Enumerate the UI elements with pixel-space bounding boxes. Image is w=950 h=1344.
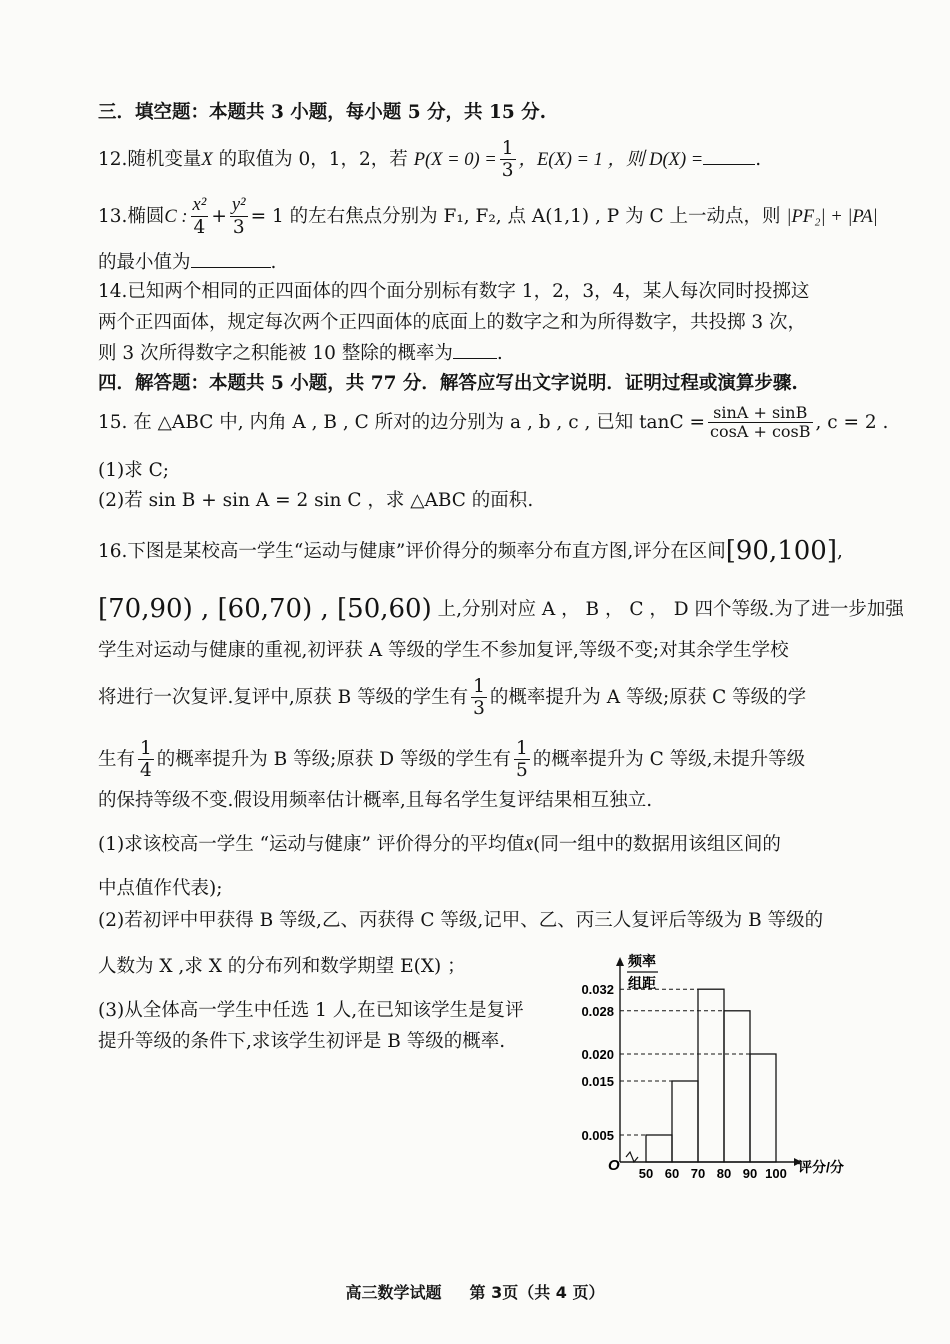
question-14-line2: 两个正四面体，规定每次两个正四面体的底面上的数字之和为所得数字，共投掷 3 次， — [98, 312, 807, 333]
question-16-part3: (3)从全体高一学生中任选 1 人,在已知该学生是复评 — [98, 1000, 524, 1021]
fraction-one-third: $\frac{1}{3}$ — [501, 138, 514, 182]
question-13: 13.椭圆C : $\frac{\text{x²}}{4}$ + $\frac{\text{y²}}{3}$ = 1 的左右焦点分别为 F₁, F₂, 点 A(1,1) , P 为 C 上一动点，则 |PF₂| + |PA| — [98, 195, 878, 239]
question-12: 12.随机变量X 的取值为 0，1，2，若 P(X = 0) = $\frac{1}{3}$ ，E(X) = 1 ，则 D(X) = . — [98, 138, 762, 182]
question-16-part1-cont: 中点值作代表); — [98, 878, 223, 899]
answer-blank[interactable] — [703, 162, 755, 165]
y-label-numerator: 频率 — [628, 953, 656, 969]
x-tick-label: 80 — [716, 1166, 732, 1181]
axis-break-mark — [626, 1152, 638, 1162]
y-tick-label: 0.015 — [581, 1074, 614, 1089]
origin-label: O — [608, 1157, 620, 1174]
y-tick-label: 0.028 — [581, 1003, 614, 1019]
x-tick-label: 50 — [638, 1166, 654, 1181]
question-16-line4: 将进行一次复评.复评中,原获 B 等级的学生有 $\frac{1}{3}$ 的概率提升为 A 等级;原获 C 等级的学 — [98, 676, 807, 720]
histogram-bar — [646, 1135, 672, 1162]
y-tick-label: 0.005 — [581, 1128, 614, 1143]
tan-fraction: $\frac{\sin A + \sin B}{\cos A + \cos B}$ — [710, 403, 811, 442]
question-16-part1: (1)求该校高一学生 “运动与健康” 评价得分的平均值x̄(同一组中的数据用该组区间的 — [98, 834, 781, 855]
y-tick-label: 0.020 — [581, 1047, 614, 1062]
x-tick-label: 70 — [690, 1166, 706, 1181]
histogram-bar — [724, 1011, 750, 1162]
question-16-line6: 的保持等级不变.假设用频率估计概率,且每名学生复评结果相互独立. — [98, 790, 653, 811]
answer-blank[interactable] — [191, 265, 271, 268]
question-16-line2: [70,90) , [60,70) , [50,60) 上,分别对应 A ， B ， C ， D 四个等级.为了进一步加强 — [98, 594, 904, 624]
section3-heading: 三．填空题：本题共 3 小题，每小题 5 分，共 15 分. — [98, 102, 547, 123]
question-14-line3: 则 3 次所得数字之积能被 10 整除的概率为 . — [98, 343, 503, 364]
y-axis-arrow — [616, 957, 624, 966]
section4-heading: 四．解答题：本题共 5 小题，共 77 分．解答应写出文字说明．证明过程或演算步骤. — [98, 373, 798, 394]
question-16-line3: 学生对运动与健康的重视,初评获 A 等级的学生不参加复评,等级不变;对其余学生学校 — [98, 640, 789, 661]
y-tick-label: 0.032 — [581, 982, 614, 998]
footer-title: 高三数学试题 — [345, 1283, 442, 1302]
question-15: 15. 在 △ABC 中, 内角 A , B , C 所对的边分别为 a , b , c , 已知 tanC = $\frac{\sin A + \sin B}{\cos A + \cos B}$ , c = 2 . — [98, 403, 889, 442]
footer-page: 第 3页（共 4 页） — [469, 1283, 605, 1302]
question-15-part1: (1)求 C; — [98, 460, 169, 481]
question-16-line5: 生有 $\frac{1}{4}$ 的概率提升为 B 等级;原获 D 等级的学生有 $\frac{1}{5}$ 的概率提升为 C 等级,未提升等级 — [98, 738, 806, 782]
y-label-denominator: 组距 — [628, 975, 656, 991]
x-tick-label: 60 — [664, 1166, 680, 1181]
page-footer — [0, 1280, 950, 1303]
histogram-bar — [698, 989, 724, 1162]
answer-blank[interactable] — [453, 356, 497, 359]
question-16-line1: 16.下图是某校高一学生“运动与健康”评价得分的频率分布直方图,评分在区间[90,100], — [98, 536, 843, 566]
histogram-bar — [672, 1081, 698, 1162]
x-axis-label: 评分/分 — [798, 1159, 844, 1175]
question-16-part3-cont: 提升等级的条件下,求该学生初评是 B 等级的概率. — [98, 1031, 506, 1052]
question-14-line1: 14.已知两个相同的正四面体的四个面分别标有数字 1，2，3，4，某人每次同时投掷这 — [98, 281, 810, 302]
x-tick-label: 100 — [765, 1166, 787, 1181]
question-13-cont: 的最小值为 . — [98, 252, 277, 273]
chart-bars — [646, 989, 776, 1162]
question-15-part2: (2)若 sin B + sin A = 2 sin C ，求 △ABC 的面积. — [98, 490, 534, 511]
x-tick-label: 90 — [742, 1166, 758, 1181]
question-16-part2: (2)若初评中甲获得 B 等级,乙、丙获得 C 等级,记甲、乙、丙三人复评后等级为 B 等级的 — [98, 910, 824, 931]
question-16-part2-cont: 人数为 X ,求 X 的分布列和数学期望 E(X) ； — [98, 956, 466, 977]
histogram-bar — [750, 1054, 776, 1162]
frequency-histogram — [570, 952, 860, 1182]
